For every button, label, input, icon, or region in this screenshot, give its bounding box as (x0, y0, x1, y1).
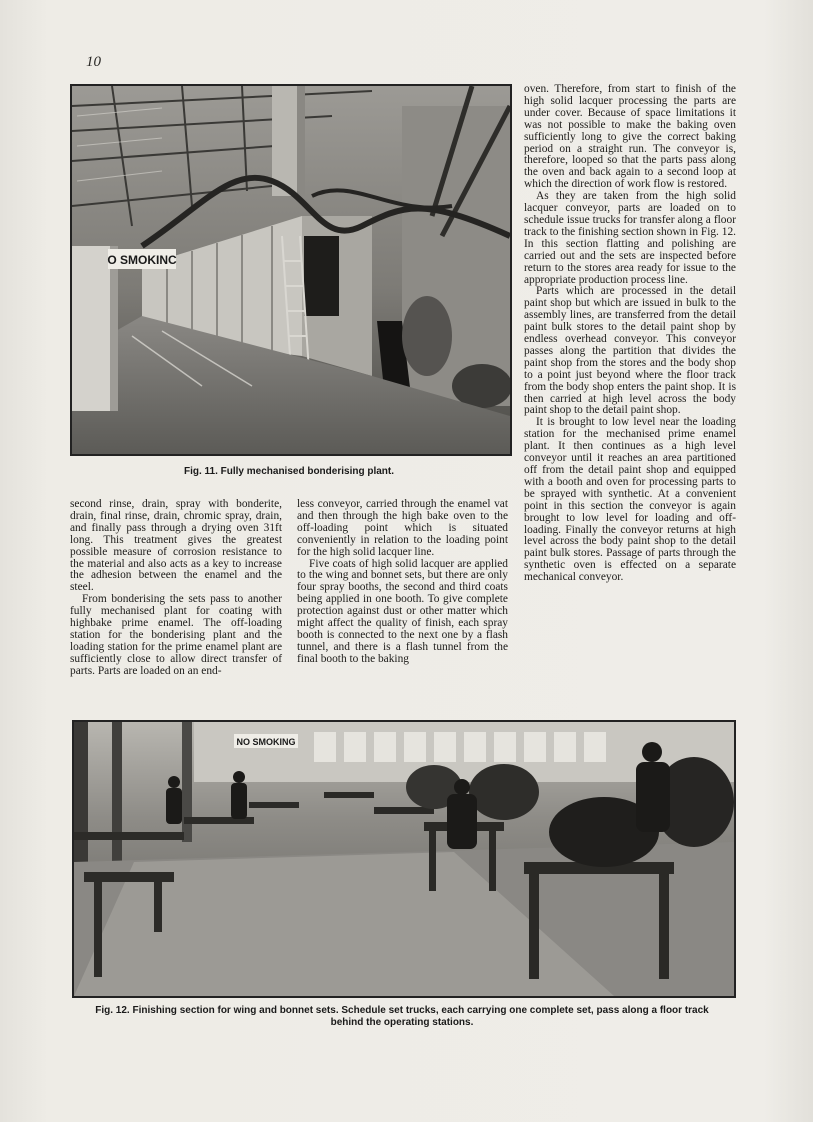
paragraph: less conveyor, carried through the enamel vat and then through the high bake oven to the off-loading point which is situated conveniently in relation to the loading point for the high solid lacquer line. (297, 498, 508, 558)
paragraph: From bonderising the sets pass to another fully mechanised plant for coating with highbake prime enamel. The off-loading station for the bonderising plant and the loading station for the prime enamel plant are sufficiently close to allow direct transfer of parts. Parts are loaded on an end- (70, 593, 282, 677)
fig-12-caption-line-2: behind the operating stations. (330, 1017, 474, 1028)
fig-12-caption (72, 1005, 732, 1029)
text-column-left (70, 499, 282, 709)
text-column-right (524, 84, 736, 708)
fig-11-caption: Fig. 11. Fully mechanised bonderising plant. (183, 466, 395, 477)
fig-11-photo (70, 84, 512, 456)
paragraph: Parts which are processed in the detail paint shop but which are issued in bulk to the assembly lines, are transferred from the detail paint bulk stores to the detail paint shop by endless overhead conveyor. This conveyor passes along the partition that divides the paint shop from the stores and the body shop to a point just beyond where the floor track from the body shop enters the paint shop. It is then carried at high level across the body paint shop to the detail paint shop. (524, 285, 736, 417)
paragraph: Five coats of high solid lacquer are applied to the wing and bonnet sets, but there are only four spray booths, the second and third coats being applied in one booth. To give complete protection against dust or other matter which might affect the quality of finish, each spray booth is connected to the next one by a flash tunnel, and there is a flash tunnel from the final booth to the baking (297, 557, 508, 665)
fig-12-caption-line-1: Fig. 12. Finishing section for wing and bonnet sets. Schedule set trucks, each carrying one complete set, pass along a floor track (95, 1005, 709, 1016)
page-number: 10 (86, 54, 101, 70)
fig-12-sign-text: NO SMOKING (236, 737, 296, 747)
paragraph: second rinse, drain, spray with bonderite, drain, final rinse, drain, chromic spray, drain, and finally pass through a drying oven 31ft long. This treatment gives the greatest possible measure of corrosion resistance to the material and also acts as a key to increase the adhesion between the enamel and the steel. (70, 498, 282, 594)
text-column-middle (297, 499, 508, 709)
paragraph: As they are taken from the high solid lacquer conveyor, parts are loaded on to schedule issue trucks for transfer along a floor track to the finishing section shown in Fig. 12. In this section flatting and polishing are carried out and the sets are inspected before return to the stores area ready for issue to the appropriate production process line. (524, 190, 736, 286)
paragraph: oven. Therefore, from start to finish of the high solid lacquer processing the parts are under cover. Because of space limitations it was not possible to make the baking oven sufficiently long to give the correct baking period on a straight run. The conveyor is, therefore, looped so that the parts pass along the oven and back again to a second loop at which the direction of work flow is restored. (524, 83, 736, 191)
paragraph: It is brought to low level near the loading station for the mechanised prime enamel plant. It then continues as a high level conveyor until it reaches an area partitioned off from the detail paint shop and equipped with a booth and oven for processing parts to be sprayed with synthetic. At a convenient point in this section the conveyor is again brought to low level for loading and off-loading. Finally the conveyor returns at high level across the body paint shop to the detail paint bulk stores. Passage of parts through the synthetic oven is effected on a separate mechanical conveyor. (524, 416, 736, 584)
fig-12-photo (72, 720, 736, 998)
fig-11-sign-text: O SMOKINC (107, 253, 177, 267)
